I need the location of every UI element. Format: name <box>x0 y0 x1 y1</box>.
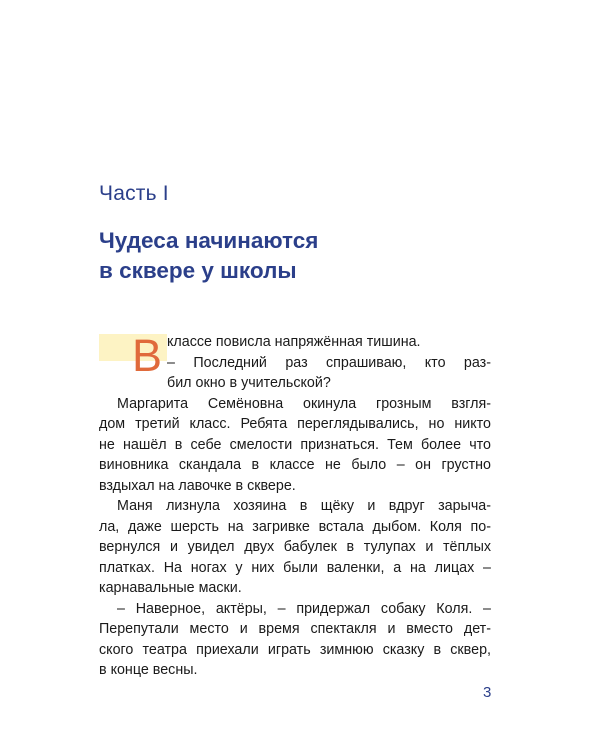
text-line: не нашёл в себе смелости признаться. Тем более что <box>99 436 491 453</box>
text-line: ского театра приехали играть зимнюю сказку в сквер, <box>99 641 491 658</box>
part-label: Часть I <box>99 182 169 205</box>
text-line: – Последний раз спрашиваю, кто раз- <box>167 354 491 371</box>
text-line: – Наверное, актёры, – придержал собаку Коля. – <box>117 600 491 617</box>
text-line: вздыхал на лавочке в сквере. <box>99 477 296 494</box>
chapter-title-line: в сквере у школы <box>99 258 297 283</box>
text-line: Маня лизнула хозяина в щёку и вдруг зарыча- <box>117 498 491 514</box>
text-line: дом третий класс. Ребята переглядывались, но никто <box>99 416 491 432</box>
chapter-title <box>99 226 519 286</box>
text-line: классе повисла напряжённая тишина. <box>167 334 421 350</box>
dropcap-letter: В <box>132 330 163 381</box>
body-text <box>99 332 491 681</box>
page-number: 3 <box>483 684 492 701</box>
text-line: Перепутали место и время спектакля и вместо дет- <box>99 621 491 637</box>
text-line: платках. На ногах у них были валенки, а на лицах – <box>99 559 491 576</box>
text-line: ла, даже шерсть на загривке встала дыбом. Коля по- <box>99 518 491 535</box>
text-line: Маргарита Семёновна окинула грозным взгля- <box>117 395 491 412</box>
text-line: вернулся и увидел двух бабулек в тулупах и тёплых <box>99 539 491 555</box>
chapter-title-line: Чудеса начинаются <box>99 228 319 253</box>
text-line: в конце весны. <box>99 662 198 678</box>
text-line: карнавальные маски. <box>99 580 242 596</box>
text-line: бил окно в учительской? <box>167 375 331 391</box>
text-line: виновника скандала в классе не было – он грустно <box>99 457 491 473</box>
